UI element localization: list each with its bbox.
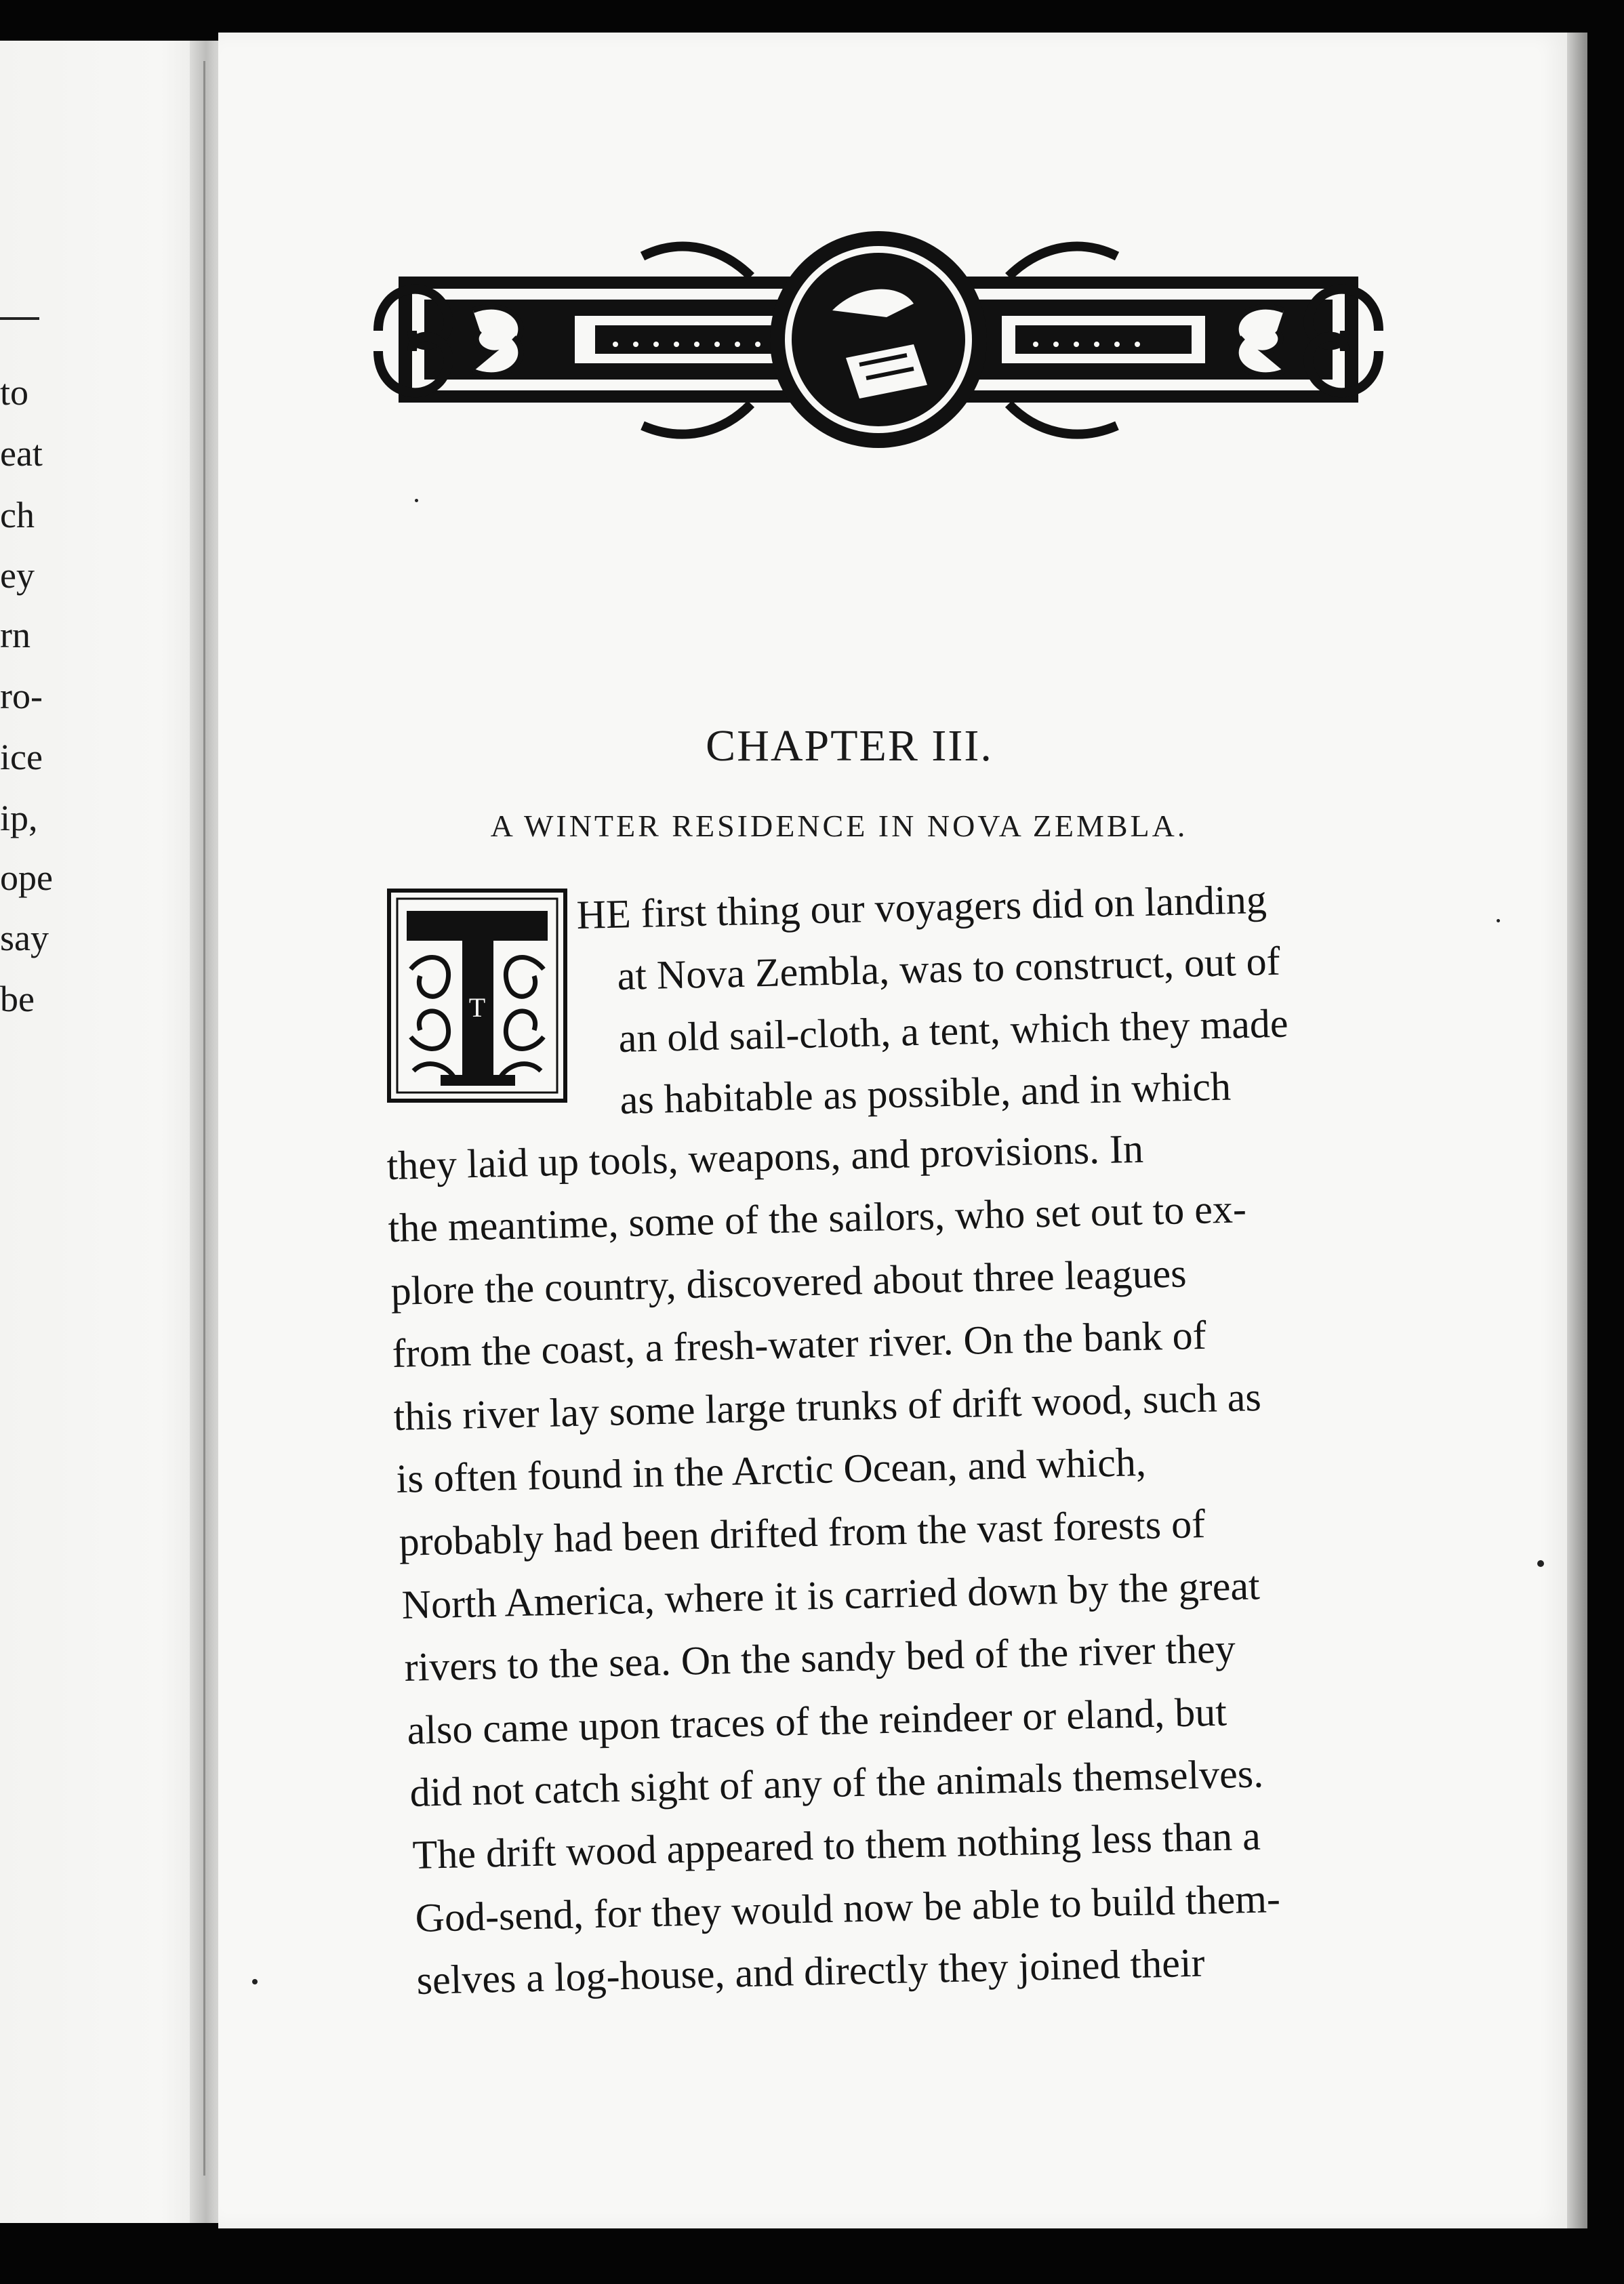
ornamental-initial-icon (386, 888, 568, 1103)
left-page-fragment: ope (0, 857, 53, 898)
left-page-fragment: ice (0, 737, 43, 777)
right-page-edge (1567, 33, 1587, 2228)
body-text-line: probably had been drifted from the vast forests of (398, 1501, 1206, 1564)
gutter-fold-line (203, 61, 205, 2176)
body-text-line: as habitable as possible, and in which (619, 1063, 1232, 1122)
body-text-line: selves a log-house, and directly they joined their (415, 1940, 1206, 2003)
body-text-line: the meantime, some of the sailors, who set out to ex- (387, 1186, 1247, 1250)
scan-speck (252, 1979, 258, 1984)
body-text-line: HE first thing our voyagers did on landing (575, 876, 1267, 937)
body-text-line: North America, where it is carried down by the great (401, 1563, 1261, 1627)
body-text-line: is often found in the Arctic Ocean, and which, (395, 1439, 1147, 1501)
left-page-fragment: ey (0, 555, 35, 596)
scan-speck (415, 499, 418, 502)
body-text-line: rivers to the sea. On the sandy bed of the river they (403, 1626, 1236, 1690)
body-text-line: also came upon traces of the reindeer or eland, but (406, 1689, 1227, 1753)
chapter-title: CHAPTER III. (706, 721, 993, 771)
decorative-headpiece-icon (371, 229, 1385, 450)
left-page-fragment: ch (0, 495, 35, 535)
drop-cap-letter: T (468, 992, 486, 1023)
left-page-fragment: say (0, 918, 49, 958)
left-page-fragment: rn (0, 615, 31, 655)
left-page-rule (0, 317, 39, 320)
body-text-line: this river lay some large trunks of drift wood, such as (392, 1374, 1262, 1439)
left-page-fragment: ip, (0, 798, 38, 838)
body-text-line: plore the country, discovered about three leagues (390, 1250, 1187, 1313)
body-text-line: they laid up tools, weapons, and provisions. In (386, 1126, 1144, 1188)
body-text-line: The drift wood appeared to them nothing less than a (411, 1813, 1261, 1877)
left-page-fragment: eat (0, 433, 43, 474)
body-text-line: at Nova Zembla, was to construct, out of (616, 938, 1281, 998)
scan-speck (1537, 1560, 1544, 1567)
chapter-subtitle: A WINTER RESIDENCE IN NOVA ZEMBLA. (490, 809, 1188, 843)
body-text-line: an old sail-cloth, a tent, which they made (617, 1000, 1289, 1061)
left-page-fragment: to (0, 372, 29, 413)
body-text-line: God-send, for they would now be able to build them- (414, 1876, 1281, 1940)
body-text-line: from the coast, a fresh-water river. On the bank of (391, 1312, 1207, 1376)
scan-speck (1497, 919, 1500, 922)
left-page-fragment: ro- (0, 676, 43, 716)
body-text-line: did not catch sight of any of the animals themselves. (409, 1751, 1264, 1815)
left-page-fragment: be (0, 979, 35, 1019)
